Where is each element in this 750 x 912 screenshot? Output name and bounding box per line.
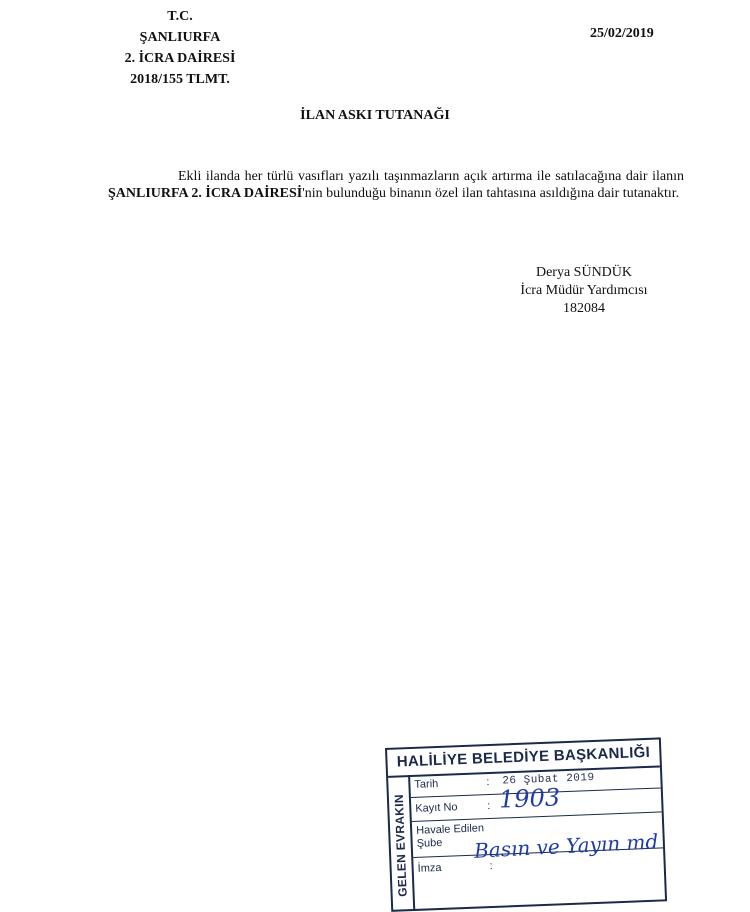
header-file-number: 2018/155 TLMT.	[130, 72, 230, 87]
body-part2: 'nin bulunduğu binanın özel ilan tahtasına asıldığına dair tutanaktır.	[302, 186, 680, 201]
signer-number: 182084	[563, 301, 605, 316]
signature-block	[490, 264, 678, 318]
stamp-side-text: GELEN EVRAKIN	[391, 793, 410, 897]
stamp-signature-label: İmza	[417, 861, 442, 875]
stamp-havale-label: Havale Edilen	[415, 822, 485, 837]
stamp-colon: :	[489, 859, 493, 873]
stamp-colon: :	[486, 776, 490, 789]
header-tc: T.C.	[167, 9, 193, 24]
stamp-registry-label: Kayıt No	[415, 801, 458, 815]
stamp-sube-label: Şube	[416, 836, 443, 850]
header-office: 2. İCRA DAİRESİ	[124, 51, 236, 66]
signer-role: İcra Müdür Yardımcısı	[520, 283, 648, 298]
stamp-colon: :	[487, 800, 491, 813]
stamp-date-value: 26 Şubat 2019	[502, 771, 595, 788]
body-paragraph	[108, 168, 684, 202]
header-block	[110, 6, 250, 90]
body-part1: Ekli ilanda her türlü vasıfları yazılı taşınmazların açık artırma ile satılacağına dair ilanın	[178, 169, 684, 184]
document-title: İLAN ASKI TUTANAĞI	[300, 108, 450, 123]
document-date: 25/02/2019	[590, 26, 654, 41]
header-city: ŞANLIURFA	[139, 30, 221, 45]
incoming-document-stamp	[385, 737, 667, 911]
stamp-date-label: Tarih	[414, 777, 439, 791]
signer-name: Derya SÜNDÜK	[535, 265, 633, 280]
stamp-registry-value: 1903	[498, 783, 561, 814]
stamp-title: HALİLİYE BELEDİYE BAŞKANLIĞI	[387, 739, 660, 777]
stamp-assigned-handwritten: Basın ve Yayın md	[473, 829, 659, 863]
body-office-name: ŞANLIURFA 2. İCRA DAİRESİ	[108, 186, 303, 201]
